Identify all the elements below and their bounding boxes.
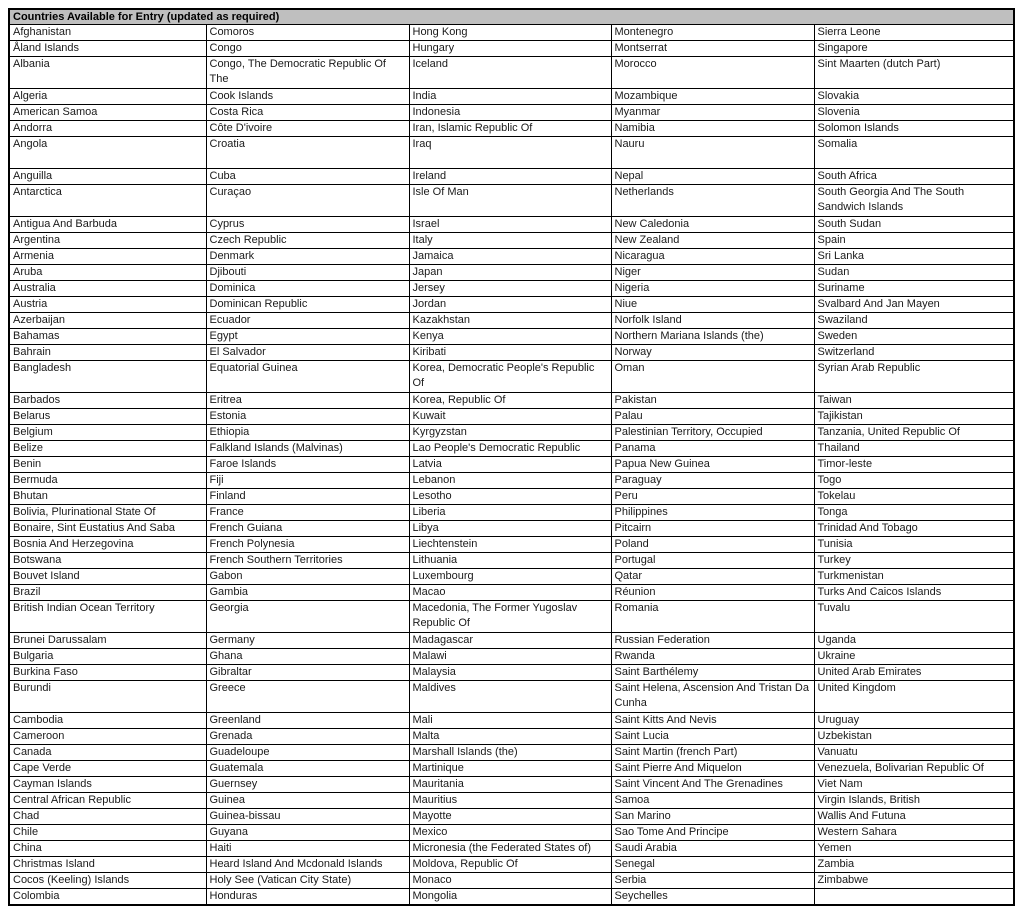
country-cell: Mayotte	[409, 809, 611, 825]
country-cell: Iceland	[409, 57, 611, 89]
country-cell: Singapore	[814, 41, 1014, 57]
country-cell: Turkmenistan	[814, 569, 1014, 585]
country-cell: Korea, Republic Of	[409, 393, 611, 409]
table-row	[9, 713, 1014, 729]
country-cell: Sint Maarten (dutch Part)	[814, 57, 1014, 89]
country-cell: Belize	[9, 441, 206, 457]
country-cell: Fiji	[206, 473, 409, 489]
country-cell: Monaco	[409, 873, 611, 889]
country-cell: Sao Tome And Principe	[611, 825, 814, 841]
country-cell: Åland Islands	[9, 41, 206, 57]
country-cell: Andorra	[9, 121, 206, 137]
country-cell: Saint Pierre And Miquelon	[611, 761, 814, 777]
country-cell: Malta	[409, 729, 611, 745]
country-cell: Saint Barthélemy	[611, 665, 814, 681]
country-cell: Palau	[611, 409, 814, 425]
table-row	[9, 585, 1014, 601]
table-row	[9, 681, 1014, 713]
country-cell: Holy See (Vatican City State)	[206, 873, 409, 889]
country-cell: Albania	[9, 57, 206, 89]
table-row	[9, 569, 1014, 585]
country-cell: Madagascar	[409, 633, 611, 649]
country-cell: Comoros	[206, 25, 409, 41]
country-cell: Maldives	[409, 681, 611, 713]
country-cell: Costa Rica	[206, 105, 409, 121]
country-cell: Tunisia	[814, 537, 1014, 553]
country-cell: Algeria	[9, 89, 206, 105]
country-cell: Sudan	[814, 265, 1014, 281]
country-cell: Brunei Darussalam	[9, 633, 206, 649]
country-cell: Gibraltar	[206, 665, 409, 681]
table-row	[9, 249, 1014, 265]
country-cell: India	[409, 89, 611, 105]
table-row	[9, 217, 1014, 233]
country-cell: Guinea	[206, 793, 409, 809]
country-cell: Nigeria	[611, 281, 814, 297]
country-cell: Western Sahara	[814, 825, 1014, 841]
country-cell: Pakistan	[611, 393, 814, 409]
country-cell: Kuwait	[409, 409, 611, 425]
country-cell: Cambodia	[9, 713, 206, 729]
table-row	[9, 521, 1014, 537]
country-cell: Cuba	[206, 169, 409, 185]
country-cell: Belarus	[9, 409, 206, 425]
country-cell: Svalbard And Jan Mayen	[814, 297, 1014, 313]
country-cell: Malawi	[409, 649, 611, 665]
country-cell: Jordan	[409, 297, 611, 313]
country-cell: Heard Island And Mcdonald Islands	[206, 857, 409, 873]
country-cell: Romania	[611, 601, 814, 633]
country-cell: Namibia	[611, 121, 814, 137]
country-cell: Lesotho	[409, 489, 611, 505]
table-row	[9, 41, 1014, 57]
table-row	[9, 425, 1014, 441]
country-cell: Poland	[611, 537, 814, 553]
country-cell: Macao	[409, 585, 611, 601]
country-cell: Haiti	[206, 841, 409, 857]
country-cell: Lithuania	[409, 553, 611, 569]
table-row	[9, 89, 1014, 105]
countries-table-body	[9, 25, 1014, 906]
country-cell: Congo	[206, 41, 409, 57]
country-cell: Mozambique	[611, 89, 814, 105]
country-cell: Cyprus	[206, 217, 409, 233]
country-cell: Isle Of Man	[409, 185, 611, 217]
country-cell: Lebanon	[409, 473, 611, 489]
country-cell: Syrian Arab Republic	[814, 361, 1014, 393]
country-cell: Bangladesh	[9, 361, 206, 393]
country-cell: Sierra Leone	[814, 25, 1014, 41]
country-cell: Jersey	[409, 281, 611, 297]
country-cell: Dominica	[206, 281, 409, 297]
country-cell: South Georgia And The South Sandwich Islands	[814, 185, 1014, 217]
country-cell: Russian Federation	[611, 633, 814, 649]
country-cell: Northern Mariana Islands (the)	[611, 329, 814, 345]
table-row	[9, 889, 1014, 906]
country-cell: Switzerland	[814, 345, 1014, 361]
country-cell: Chile	[9, 825, 206, 841]
table-row	[9, 105, 1014, 121]
country-cell: Samoa	[611, 793, 814, 809]
table-header-row	[9, 9, 1014, 25]
country-cell: Burundi	[9, 681, 206, 713]
country-cell: Mexico	[409, 825, 611, 841]
country-cell: Saint Martin (french Part)	[611, 745, 814, 761]
country-cell: Afghanistan	[9, 25, 206, 41]
table-row	[9, 649, 1014, 665]
table-row	[9, 553, 1014, 569]
country-cell: Greenland	[206, 713, 409, 729]
country-cell: Saint Vincent And The Grenadines	[611, 777, 814, 793]
country-cell: Côte D'ivoire	[206, 121, 409, 137]
country-cell: Venezuela, Bolivarian Republic Of	[814, 761, 1014, 777]
country-cell: Central African Republic	[9, 793, 206, 809]
country-cell: Colombia	[9, 889, 206, 906]
country-cell: Bahamas	[9, 329, 206, 345]
country-cell: Bahrain	[9, 345, 206, 361]
country-cell: Cameroon	[9, 729, 206, 745]
country-cell: Bermuda	[9, 473, 206, 489]
country-cell: Slovenia	[814, 105, 1014, 121]
country-cell: Ethiopia	[206, 425, 409, 441]
country-cell: Croatia	[206, 137, 409, 169]
table-row	[9, 441, 1014, 457]
country-cell: Guatemala	[206, 761, 409, 777]
country-cell: Cayman Islands	[9, 777, 206, 793]
country-cell: Barbados	[9, 393, 206, 409]
table-row	[9, 265, 1014, 281]
country-cell: Faroe Islands	[206, 457, 409, 473]
country-cell: Lao People's Democratic Republic	[409, 441, 611, 457]
country-cell: Cape Verde	[9, 761, 206, 777]
country-cell: Djibouti	[206, 265, 409, 281]
country-cell: Belgium	[9, 425, 206, 441]
table-row	[9, 489, 1014, 505]
country-cell: Aruba	[9, 265, 206, 281]
table-title: Countries Available for Entry (updated as required)	[9, 9, 1014, 25]
country-cell: Norfolk Island	[611, 313, 814, 329]
country-cell: Moldova, Republic Of	[409, 857, 611, 873]
table-row	[9, 809, 1014, 825]
country-cell: Grenada	[206, 729, 409, 745]
country-cell: Marshall Islands (the)	[409, 745, 611, 761]
country-cell: Antigua And Barbuda	[9, 217, 206, 233]
country-cell: Guernsey	[206, 777, 409, 793]
country-cell: Mali	[409, 713, 611, 729]
country-cell: Bolivia, Plurinational State Of	[9, 505, 206, 521]
country-cell: Mauritius	[409, 793, 611, 809]
table-row	[9, 857, 1014, 873]
country-cell: Czech Republic	[206, 233, 409, 249]
country-cell: Tajikistan	[814, 409, 1014, 425]
country-cell: France	[206, 505, 409, 521]
country-cell: Peru	[611, 489, 814, 505]
country-cell: United Arab Emirates	[814, 665, 1014, 681]
country-cell: Papua New Guinea	[611, 457, 814, 473]
table-row	[9, 729, 1014, 745]
country-cell: Réunion	[611, 585, 814, 601]
table-row	[9, 25, 1014, 41]
countries-table	[8, 8, 1015, 906]
table-row	[9, 457, 1014, 473]
country-cell: Palestinian Territory, Occupied	[611, 425, 814, 441]
country-cell: Qatar	[611, 569, 814, 585]
country-cell: Hungary	[409, 41, 611, 57]
table-row	[9, 393, 1014, 409]
country-cell: Vanuatu	[814, 745, 1014, 761]
country-cell: Eritrea	[206, 393, 409, 409]
table-row	[9, 121, 1014, 137]
country-cell: Pitcairn	[611, 521, 814, 537]
table-row	[9, 329, 1014, 345]
country-cell: Saudi Arabia	[611, 841, 814, 857]
country-cell: Burkina Faso	[9, 665, 206, 681]
country-cell: Egypt	[206, 329, 409, 345]
country-cell: Portugal	[611, 553, 814, 569]
table-row	[9, 633, 1014, 649]
country-cell: Japan	[409, 265, 611, 281]
country-cell: Ireland	[409, 169, 611, 185]
country-cell: Martinique	[409, 761, 611, 777]
country-cell: Uganda	[814, 633, 1014, 649]
country-cell: Gambia	[206, 585, 409, 601]
table-row	[9, 313, 1014, 329]
country-cell: Kazakhstan	[409, 313, 611, 329]
country-cell: Netherlands	[611, 185, 814, 217]
country-cell: Zimbabwe	[814, 873, 1014, 889]
country-cell: Panama	[611, 441, 814, 457]
country-cell: Brazil	[9, 585, 206, 601]
country-cell: Germany	[206, 633, 409, 649]
country-cell: Benin	[9, 457, 206, 473]
country-cell: Gabon	[206, 569, 409, 585]
country-cell: Israel	[409, 217, 611, 233]
country-cell: Uzbekistan	[814, 729, 1014, 745]
country-cell: Curaçao	[206, 185, 409, 217]
country-cell: Greece	[206, 681, 409, 713]
table-row	[9, 57, 1014, 89]
country-cell: Saint Lucia	[611, 729, 814, 745]
country-cell: United Kingdom	[814, 681, 1014, 713]
country-cell: Iran, Islamic Republic Of	[409, 121, 611, 137]
country-cell: Montserrat	[611, 41, 814, 57]
country-cell: Liberia	[409, 505, 611, 521]
country-cell: British Indian Ocean Territory	[9, 601, 206, 633]
country-cell: Oman	[611, 361, 814, 393]
country-cell: Christmas Island	[9, 857, 206, 873]
country-cell: China	[9, 841, 206, 857]
table-row	[9, 665, 1014, 681]
country-cell: Timor-leste	[814, 457, 1014, 473]
country-cell: Ukraine	[814, 649, 1014, 665]
country-cell: French Southern Territories	[206, 553, 409, 569]
country-cell: Togo	[814, 473, 1014, 489]
table-row	[9, 537, 1014, 553]
country-cell: Sweden	[814, 329, 1014, 345]
table-row	[9, 793, 1014, 809]
country-cell: Niue	[611, 297, 814, 313]
country-cell: Bouvet Island	[9, 569, 206, 585]
country-cell: Cocos (Keeling) Islands	[9, 873, 206, 889]
country-cell: Bulgaria	[9, 649, 206, 665]
country-cell: Virgin Islands, British	[814, 793, 1014, 809]
country-cell: Finland	[206, 489, 409, 505]
table-row	[9, 297, 1014, 313]
country-cell: Luxembourg	[409, 569, 611, 585]
table-row	[9, 777, 1014, 793]
country-cell: Chad	[9, 809, 206, 825]
country-cell: Yemen	[814, 841, 1014, 857]
country-cell: San Marino	[611, 809, 814, 825]
table-row	[9, 409, 1014, 425]
country-cell: Rwanda	[611, 649, 814, 665]
country-cell: Canada	[9, 745, 206, 761]
country-cell: Sri Lanka	[814, 249, 1014, 265]
country-cell: Montenegro	[611, 25, 814, 41]
country-cell: Paraguay	[611, 473, 814, 489]
country-cell: Viet Nam	[814, 777, 1014, 793]
country-cell: Nicaragua	[611, 249, 814, 265]
country-cell: American Samoa	[9, 105, 206, 121]
table-row	[9, 761, 1014, 777]
country-cell: Libya	[409, 521, 611, 537]
country-cell: Swaziland	[814, 313, 1014, 329]
country-cell: Iraq	[409, 137, 611, 169]
country-cell	[814, 889, 1014, 906]
country-cell: Cook Islands	[206, 89, 409, 105]
table-row	[9, 825, 1014, 841]
table-row	[9, 233, 1014, 249]
country-cell: Falkland Islands (Malvinas)	[206, 441, 409, 457]
country-cell: Georgia	[206, 601, 409, 633]
country-cell: Kenya	[409, 329, 611, 345]
country-cell: French Guiana	[206, 521, 409, 537]
country-cell: Guinea-bissau	[206, 809, 409, 825]
country-cell: Saint Helena, Ascension And Tristan Da Cunha	[611, 681, 814, 713]
country-cell: Morocco	[611, 57, 814, 89]
table-row	[9, 185, 1014, 217]
country-cell: Slovakia	[814, 89, 1014, 105]
country-cell: Bosnia And Herzegovina	[9, 537, 206, 553]
country-cell: New Caledonia	[611, 217, 814, 233]
country-cell: Guyana	[206, 825, 409, 841]
country-cell: South Africa	[814, 169, 1014, 185]
country-cell: Malaysia	[409, 665, 611, 681]
country-cell: Congo, The Democratic Republic Of The	[206, 57, 409, 89]
country-cell: Denmark	[206, 249, 409, 265]
country-cell: Turkey	[814, 553, 1014, 569]
country-cell: Mauritania	[409, 777, 611, 793]
country-cell: Spain	[814, 233, 1014, 249]
country-cell: South Sudan	[814, 217, 1014, 233]
country-cell: Ecuador	[206, 313, 409, 329]
country-cell: Indonesia	[409, 105, 611, 121]
country-cell: Angola	[9, 137, 206, 169]
country-cell: Liechtenstein	[409, 537, 611, 553]
country-cell: Trinidad And Tobago	[814, 521, 1014, 537]
country-cell: Taiwan	[814, 393, 1014, 409]
country-cell: Bhutan	[9, 489, 206, 505]
country-cell: Austria	[9, 297, 206, 313]
country-cell: Thailand	[814, 441, 1014, 457]
country-cell: Norway	[611, 345, 814, 361]
country-cell: Bonaire, Sint Eustatius And Saba	[9, 521, 206, 537]
country-cell: Honduras	[206, 889, 409, 906]
country-cell: Tokelau	[814, 489, 1014, 505]
country-cell: Niger	[611, 265, 814, 281]
country-cell: Latvia	[409, 457, 611, 473]
country-cell: Australia	[9, 281, 206, 297]
table-row	[9, 841, 1014, 857]
country-cell: Azerbaijan	[9, 313, 206, 329]
country-cell: Italy	[409, 233, 611, 249]
country-cell: French Polynesia	[206, 537, 409, 553]
country-cell: Wallis And Futuna	[814, 809, 1014, 825]
country-cell: Nauru	[611, 137, 814, 169]
country-cell: Seychelles	[611, 889, 814, 906]
country-cell: Dominican Republic	[206, 297, 409, 313]
table-row	[9, 345, 1014, 361]
country-cell: Uruguay	[814, 713, 1014, 729]
table-row	[9, 361, 1014, 393]
country-cell: Myanmar	[611, 105, 814, 121]
country-cell: Tanzania, United Republic Of	[814, 425, 1014, 441]
country-cell: Turks And Caicos Islands	[814, 585, 1014, 601]
country-cell: Jamaica	[409, 249, 611, 265]
country-cell: Somalia	[814, 137, 1014, 169]
table-row	[9, 601, 1014, 633]
table-row	[9, 281, 1014, 297]
country-cell: Nepal	[611, 169, 814, 185]
table-row	[9, 745, 1014, 761]
country-cell: Korea, Democratic People's Republic Of	[409, 361, 611, 393]
country-cell: Philippines	[611, 505, 814, 521]
country-cell: Zambia	[814, 857, 1014, 873]
country-cell: Equatorial Guinea	[206, 361, 409, 393]
country-cell: Micronesia (the Federated States of)	[409, 841, 611, 857]
country-cell: Antarctica	[9, 185, 206, 217]
country-cell: Hong Kong	[409, 25, 611, 41]
country-cell: El Salvador	[206, 345, 409, 361]
country-cell: Serbia	[611, 873, 814, 889]
country-cell: Senegal	[611, 857, 814, 873]
table-row	[9, 505, 1014, 521]
country-cell: Estonia	[206, 409, 409, 425]
table-row	[9, 873, 1014, 889]
table-row	[9, 473, 1014, 489]
country-cell: Argentina	[9, 233, 206, 249]
country-cell: Suriname	[814, 281, 1014, 297]
country-cell: Guadeloupe	[206, 745, 409, 761]
country-cell: Mongolia	[409, 889, 611, 906]
country-cell: Ghana	[206, 649, 409, 665]
country-cell: Tonga	[814, 505, 1014, 521]
country-cell: Macedonia, The Former Yugoslav Republic Of	[409, 601, 611, 633]
country-cell: Kyrgyzstan	[409, 425, 611, 441]
country-cell: Anguilla	[9, 169, 206, 185]
country-cell: Solomon Islands	[814, 121, 1014, 137]
country-cell: Kiribati	[409, 345, 611, 361]
table-row	[9, 137, 1014, 169]
country-cell: Tuvalu	[814, 601, 1014, 633]
country-cell: Botswana	[9, 553, 206, 569]
country-cell: Saint Kitts And Nevis	[611, 713, 814, 729]
country-cell: New Zealand	[611, 233, 814, 249]
country-cell: Armenia	[9, 249, 206, 265]
table-row	[9, 169, 1014, 185]
